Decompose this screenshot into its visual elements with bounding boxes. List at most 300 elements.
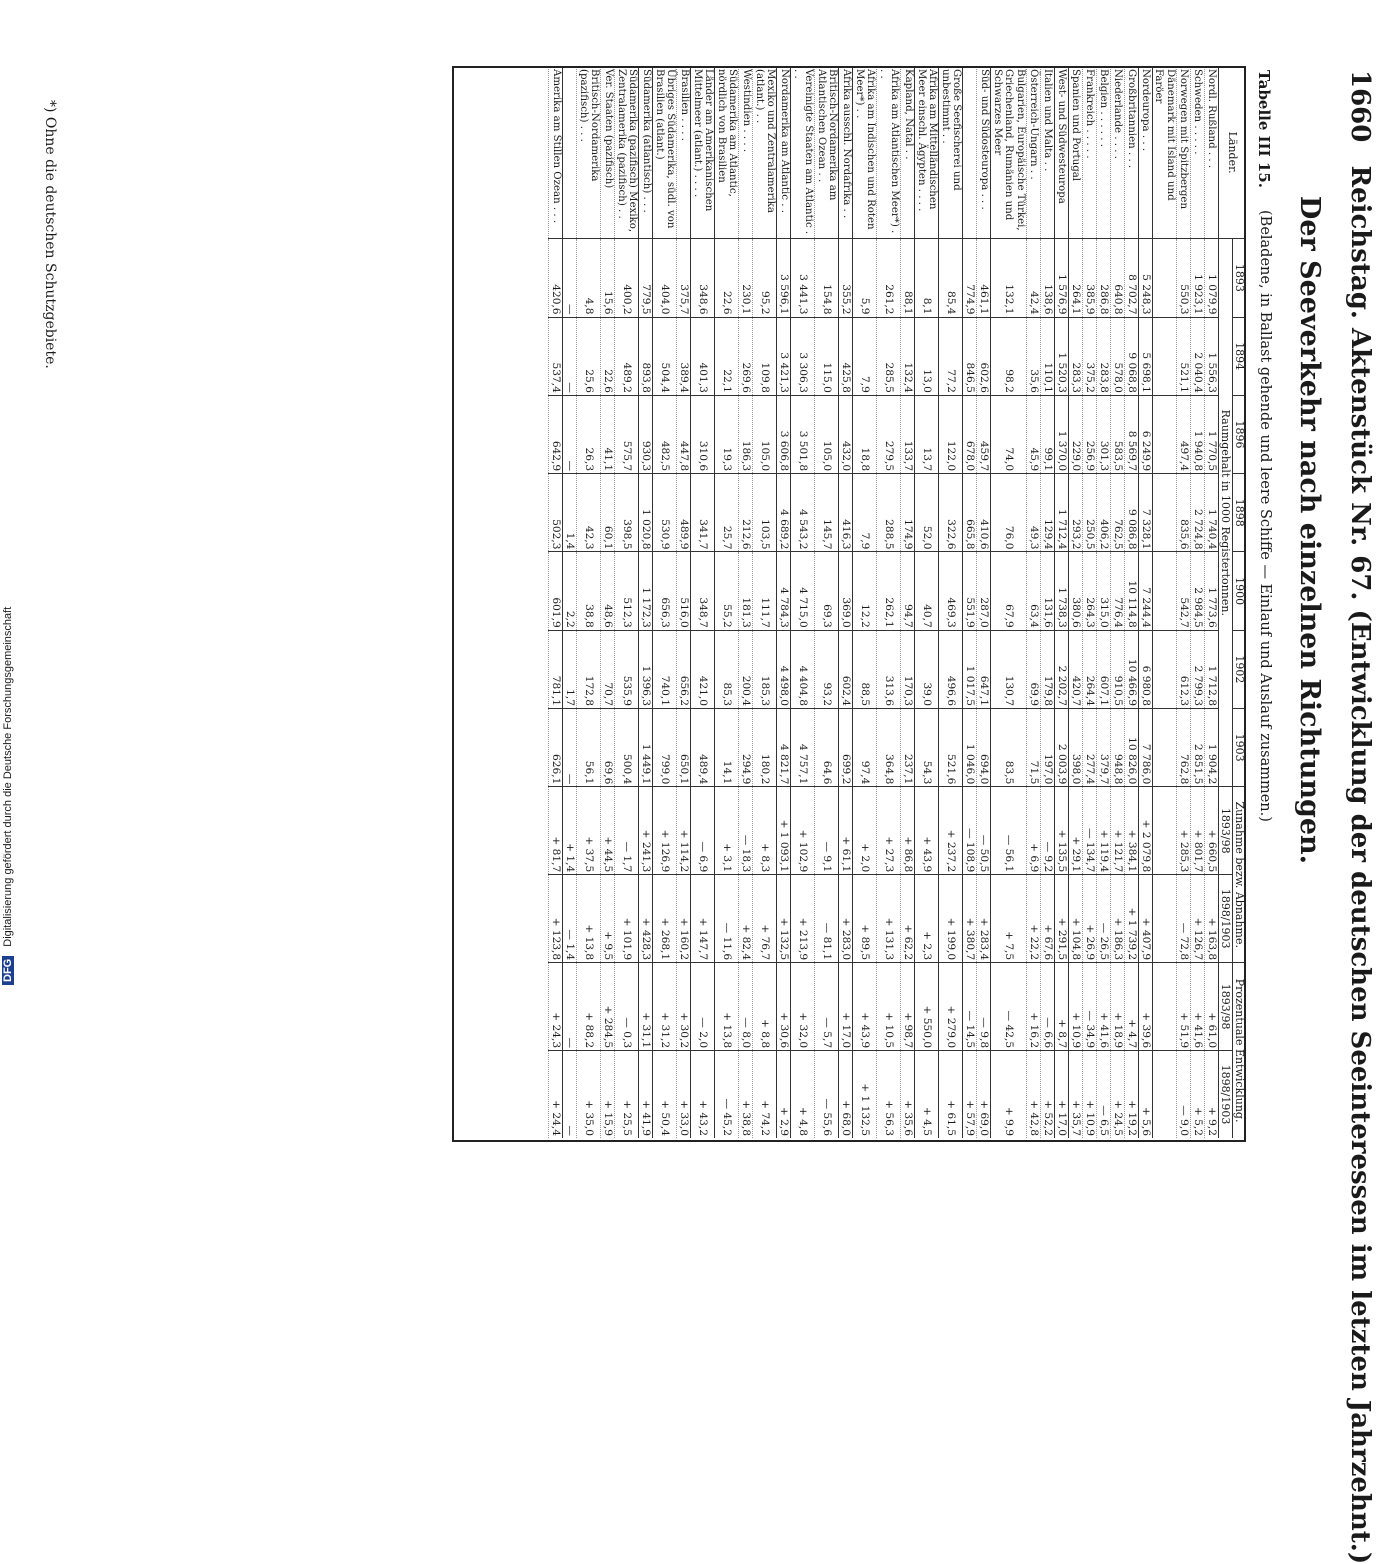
change-cell: + 119,4 [1097, 787, 1111, 875]
change-cell: + 27,3 [877, 787, 901, 875]
col-header-year: 1900 [1233, 552, 1247, 630]
pct-cell: + 41,9 [639, 1051, 653, 1138]
value-cell: 656,3 [653, 552, 677, 630]
change-cell: + 89,5 [853, 875, 877, 963]
value-cell: 406,2 [1097, 474, 1111, 552]
change-cell: + 163,8 [1205, 875, 1219, 963]
value-cell: 103,5 [753, 474, 777, 552]
pct-cell: + 33,0 [677, 1051, 691, 1138]
value-cell: 489,9 [677, 474, 691, 552]
change-cell: + 102,9 [791, 787, 815, 875]
change-cell: + 13,8 [577, 875, 601, 963]
country-cell: Spanien und Portugal [1069, 67, 1083, 239]
country-cell: Britisch-Nordamerika am Atlantischen Ozean . . [815, 67, 839, 239]
country-cell: Süd- und Südosteuropa . . . [977, 67, 991, 239]
country-cell: Nordeuropa . . . [1139, 67, 1153, 239]
value-cell: 115,0 [815, 317, 839, 395]
value-cell: 111,7 [753, 552, 777, 630]
value-cell: 578,0 [1111, 317, 1125, 395]
value-cell: 521,6 [939, 709, 963, 787]
change-cell: + 104,8 [1069, 875, 1083, 963]
value-cell: 1 576,9 [1055, 239, 1069, 317]
unit-header: Raumgehalt in 1000 Registertonnen. [1219, 239, 1233, 787]
change-cell: + 114,2 [677, 787, 691, 875]
pct-cell: — 6,6 [1041, 963, 1055, 1051]
value-cell: 35,6 [1027, 317, 1041, 395]
value-cell: 364,8 [877, 709, 901, 787]
value-cell: 846,5 [963, 317, 977, 395]
value-cell [1153, 709, 1177, 787]
value-cell: 3 421,3 [777, 317, 791, 395]
value-cell: 497,4 [1177, 395, 1191, 473]
value-cell: 799,0 [653, 709, 677, 787]
pct-cell: — 6,5 [1097, 1051, 1111, 1138]
dfg-credit [2, 607, 14, 985]
value-cell: 9 086,8 [1125, 474, 1139, 552]
value-cell: 25,6 [577, 317, 601, 395]
value-cell: 279,5 [877, 395, 901, 473]
pct-cell: + 30,2 [677, 963, 691, 1051]
pct-cell: + 18,9 [1111, 963, 1125, 1051]
value-cell: 2 202,7 [1055, 630, 1069, 708]
value-cell: 60,1 [601, 474, 615, 552]
pct-cell: — 42,5 [991, 963, 1027, 1051]
pct-cell: + 4,5 [915, 1051, 939, 1138]
value-cell: 550,3 [1177, 239, 1191, 317]
value-cell: 45,9 [1027, 395, 1041, 473]
pct-cell: — 0,3 [615, 963, 639, 1051]
value-cell: 1 449,1 [639, 709, 653, 787]
value-cell: 7,9 [853, 474, 877, 552]
page-title: Der Seeverkehr nach einzelnen Richtungen. [1294, 195, 1325, 865]
country-cell: Großbritannien . . . [1125, 67, 1139, 239]
change-cell: + 44,5 [601, 787, 615, 875]
pct-cell: + 69,0 [977, 1051, 991, 1138]
value-cell: 1 940,8 [1191, 395, 1205, 473]
change-cell: + 81,7 [549, 787, 563, 875]
value-cell: 398,0 [1069, 709, 1083, 787]
value-cell: — [563, 239, 577, 317]
change-cell: + 82,4 [739, 875, 753, 963]
value-cell: 229,0 [1069, 395, 1083, 473]
table-row [1055, 67, 1069, 1139]
value-cell: 64,6 [815, 709, 839, 787]
value-cell: 3 596,1 [777, 239, 791, 317]
value-cell: 97,4 [853, 709, 877, 787]
value-cell: 459,7 [977, 395, 991, 473]
change-cell: + 8,3 [753, 787, 777, 875]
value-cell: 379,7 [1097, 709, 1111, 787]
pct-cell: — 5,7 [815, 963, 839, 1051]
value-cell: 256,9 [1083, 395, 1097, 473]
value-cell: 400,2 [615, 239, 639, 317]
country-cell: Nordl. Rußland . . . [1205, 67, 1219, 239]
value-cell: 1 712,4 [1055, 474, 1069, 552]
value-cell: 1 904,2 [1205, 709, 1219, 787]
value-cell: 261,2 [877, 239, 901, 317]
pct-cell: + 42,8 [1027, 1051, 1041, 1138]
table-row [939, 67, 963, 1139]
table-row [991, 67, 1027, 1139]
value-cell: 88,5 [853, 630, 877, 708]
value-cell: 602,6 [977, 317, 991, 395]
value-cell: 129,4 [1041, 474, 1055, 552]
value-cell: 2 003,9 [1055, 709, 1069, 787]
value-cell: 132,4 [901, 317, 915, 395]
value-cell: 1,7 [563, 630, 577, 708]
table-row [1139, 67, 1153, 1139]
value-cell: 355,2 [839, 239, 853, 317]
table-row [853, 67, 877, 1139]
value-cell: 40,7 [915, 552, 939, 630]
value-cell: 7 786,0 [1139, 709, 1153, 787]
value-cell: 1 773,6 [1205, 552, 1219, 630]
table-row [1205, 67, 1219, 1139]
value-cell: 500,4 [615, 709, 639, 787]
col-header-change-sub: 1898/1903 [1219, 875, 1233, 963]
country-cell: Südamerika (atlantisch) . . . [639, 67, 653, 239]
value-cell: 6 980,8 [1139, 630, 1153, 708]
value-cell: 38,8 [577, 552, 601, 630]
pct-cell: + 32,0 [791, 963, 815, 1051]
value-cell: 85,3 [715, 630, 739, 708]
value-cell: 180,2 [753, 709, 777, 787]
value-cell: 109,8 [753, 317, 777, 395]
change-cell: — 50,5 [977, 787, 991, 875]
value-cell: 4 757,1 [791, 709, 815, 787]
table-row [1027, 67, 1041, 1139]
country-cell: Afrika am Mittelländischen Meer einschl. Ägypten . . . . [915, 67, 939, 239]
value-cell: 601,9 [549, 552, 563, 630]
value-cell: 10 114,8 [1125, 552, 1139, 630]
pct-cell: + 98,7 [901, 963, 915, 1051]
value-cell: 3 501,8 [791, 395, 815, 473]
value-cell: 1,4 [563, 474, 577, 552]
value-cell: 496,6 [939, 630, 963, 708]
change-cell: + 237,2 [939, 787, 963, 875]
value-cell [1153, 317, 1177, 395]
value-cell: 341,7 [691, 474, 715, 552]
value-cell: 416,3 [839, 474, 853, 552]
pct-cell: + 2,9 [777, 1051, 791, 1138]
value-cell: 375,7 [677, 239, 691, 317]
value-cell: 49,3 [1027, 474, 1041, 552]
pct-cell: + 1 132,5 [853, 1051, 877, 1138]
country-cell: Afrika am Indischen und Roten Meer*) . . [853, 67, 877, 239]
col-header-change: Zunahme bezw. Abnahme. [1233, 787, 1247, 963]
change-cell: + 121,7 [1111, 787, 1125, 875]
table-row [653, 67, 677, 1139]
value-cell: 10 466,9 [1125, 630, 1139, 708]
change-cell: + 101,9 [615, 875, 639, 963]
value-cell: 322,6 [939, 474, 963, 552]
value-cell: 25,7 [715, 474, 739, 552]
country-cell: Übriges Südamerika, südl. von Brasilien (atlant.) [653, 67, 677, 239]
value-cell: 502,3 [549, 474, 563, 552]
pct-cell: + 9,9 [991, 1051, 1027, 1138]
value-cell: 699,2 [839, 709, 853, 787]
value-cell: 55,2 [715, 552, 739, 630]
country-cell: Westindien . . . . [739, 67, 753, 239]
change-cell: — 9,2 [1041, 787, 1055, 875]
value-cell: 288,5 [877, 474, 901, 552]
value-cell: 647,1 [977, 630, 991, 708]
change-cell: + 2,3 [915, 875, 939, 963]
value-cell: 15,6 [601, 239, 615, 317]
change-cell: — 81,1 [815, 875, 839, 963]
country-cell: Österreich-Ungarn . . [1027, 67, 1041, 239]
value-cell: 269,6 [739, 317, 753, 395]
value-cell: 10 826,0 [1125, 709, 1139, 787]
country-cell: Große Seefischerei und unbestimmt . . [939, 67, 963, 239]
change-cell: + 62,2 [901, 875, 915, 963]
table-row [977, 67, 991, 1139]
pct-cell: + 41,6 [1191, 963, 1205, 1051]
value-cell [1153, 395, 1177, 473]
table-body [549, 67, 1219, 1139]
value-cell: 583,5 [1111, 395, 1125, 473]
value-cell: 264,4 [1083, 630, 1097, 708]
value-cell: 2,2 [563, 552, 577, 630]
value-cell: 930,3 [639, 395, 653, 473]
pct-cell: + 30,6 [777, 963, 791, 1051]
country-cell: Niederlande . . . . [1111, 67, 1125, 239]
table-row [639, 67, 653, 1139]
change-cell: + 160,2 [677, 875, 691, 963]
value-cell: 489,4 [691, 709, 715, 787]
change-cell: + 1,4 [563, 787, 577, 875]
pct-cell: + 8,8 [753, 963, 777, 1051]
value-cell: 2 851,5 [1191, 709, 1205, 787]
value-cell: 4 821,7 [777, 709, 791, 787]
value-cell: 172,8 [577, 630, 601, 708]
value-cell: 85,4 [939, 239, 963, 317]
pct-cell: + 57,9 [963, 1051, 977, 1138]
country-cell: Italien und Malta . . [1041, 67, 1055, 239]
value-cell: 348,7 [691, 552, 715, 630]
country-cell: Ver. Staaten (pazifisch) [601, 67, 615, 239]
table-row [563, 67, 577, 1139]
value-cell: 212,6 [739, 474, 753, 552]
table-row [1111, 67, 1125, 1139]
change-cell: + 241,3 [639, 787, 653, 875]
value-cell: 8 702,7 [1125, 239, 1139, 317]
change-cell: — 18,3 [739, 787, 753, 875]
value-cell: 132,1 [991, 239, 1027, 317]
value-cell: 535,9 [615, 630, 639, 708]
pct-cell: + 35,7 [1069, 1051, 1083, 1138]
value-cell: 122,0 [939, 395, 963, 473]
value-cell [1153, 474, 1177, 552]
value-cell: 1 172,3 [639, 552, 653, 630]
pct-cell: + 61,5 [939, 1051, 963, 1138]
pct-cell: + 9,2 [1205, 1051, 1219, 1138]
change-cell: + 43,9 [915, 787, 939, 875]
country-cell: Kapland, Natal . . [901, 67, 915, 239]
country-cell: Schweden . . . . . [1191, 67, 1205, 239]
value-cell: 425,8 [839, 317, 853, 395]
value-cell: 607,1 [1097, 630, 1111, 708]
change-cell: + 135,5 [1055, 787, 1069, 875]
value-cell: 286,8 [1097, 239, 1111, 317]
change-cell: — 9,1 [815, 787, 839, 875]
value-cell: 401,3 [691, 317, 715, 395]
value-cell: 69,9 [1027, 630, 1041, 708]
change-cell: + 123,8 [549, 875, 563, 963]
col-header-year: 1903 [1233, 709, 1247, 787]
value-cell: 315,0 [1097, 552, 1111, 630]
value-cell: 369,0 [839, 552, 853, 630]
pct-cell: — [563, 963, 577, 1051]
value-cell: 4 404,8 [791, 630, 815, 708]
value-cell: 4 498,0 [777, 630, 791, 708]
value-cell: 4 715,0 [791, 552, 815, 630]
pct-cell: — 2,0 [691, 963, 715, 1051]
pct-cell: + 8,7 [1055, 963, 1069, 1051]
change-cell: + 380,7 [963, 875, 977, 963]
change-cell: + 132,5 [777, 875, 791, 963]
value-cell: 512,3 [615, 552, 639, 630]
value-cell: 461,1 [977, 239, 991, 317]
value-cell: 181,3 [739, 552, 753, 630]
change-cell [1153, 787, 1177, 875]
value-cell [1153, 239, 1177, 317]
value-cell: 95,2 [753, 239, 777, 317]
value-cell: 650,1 [677, 709, 691, 787]
footnote: *) Ohne die deutschen Schutzgebiete. [42, 100, 58, 369]
value-cell: 1 740,4 [1205, 474, 1219, 552]
country-cell: Südamerika am Atlantic, nördlich von Brasilien [715, 67, 739, 239]
value-cell: 154,8 [815, 239, 839, 317]
value-cell [1153, 630, 1177, 708]
change-cell: + 61,1 [839, 787, 853, 875]
value-cell: 94,7 [901, 552, 915, 630]
value-cell: 2 724,8 [1191, 474, 1205, 552]
value-cell: — [563, 317, 577, 395]
table-row [901, 67, 915, 1139]
value-cell: 1 046,0 [963, 709, 977, 787]
value-cell: 5 698,1 [1139, 317, 1153, 395]
value-cell: 4 784,3 [777, 552, 791, 630]
pct-cell: + 10,9 [1083, 1051, 1097, 1138]
pct-cell: + 51,9 [1177, 963, 1191, 1051]
country-cell: Norwegen mit Spitzbergen [1177, 67, 1191, 239]
country-cell: Amerika am Stillen Ozean . . . [549, 67, 563, 239]
value-cell: — [563, 709, 577, 787]
dfg-logo: DFG [2, 956, 14, 985]
value-cell: 131,6 [1041, 552, 1055, 630]
value-cell: 283,3 [1069, 317, 1083, 395]
value-cell: 262,1 [877, 552, 901, 630]
value-cell: 776,4 [1111, 552, 1125, 630]
table-row [1191, 67, 1205, 1139]
value-cell: 3 441,3 [791, 239, 815, 317]
pct-cell: + 24,5 [1111, 1051, 1125, 1138]
table-row [963, 67, 977, 1139]
value-cell: 398,5 [615, 474, 639, 552]
value-cell: 105,0 [815, 395, 839, 473]
change-cell: — 56,1 [991, 787, 1027, 875]
change-cell: — 6,9 [691, 787, 715, 875]
change-cell: + 67,6 [1041, 875, 1055, 963]
value-cell: 4 689,2 [777, 474, 791, 552]
pct-cell: + 43,2 [691, 1051, 715, 1138]
change-cell: — 134,7 [1083, 787, 1097, 875]
country-cell: Vereinigte Staaten am Atlantic . . . [791, 67, 815, 239]
country-cell [963, 67, 977, 239]
value-cell: 179,8 [1041, 630, 1055, 708]
change-cell: + 76,7 [753, 875, 777, 963]
change-cell: + 6,9 [1027, 787, 1041, 875]
value-cell: 2 040,4 [1191, 317, 1205, 395]
table-row [777, 67, 791, 1139]
value-cell: 779,5 [639, 239, 653, 317]
country-cell: Afrika ausschl. Nordafrika . . [839, 67, 853, 239]
value-cell: 948,8 [1111, 709, 1125, 787]
value-cell: 762,8 [1177, 709, 1191, 787]
change-cell: + 2 079,8 [1139, 787, 1153, 875]
value-cell: 70,7 [601, 630, 615, 708]
value-cell: 521,1 [1177, 317, 1191, 395]
value-cell: 22,6 [601, 317, 615, 395]
change-cell: + 37,5 [577, 787, 601, 875]
value-cell: 1 556,3 [1205, 317, 1219, 395]
pct-cell: + 35,0 [577, 1051, 601, 1138]
value-cell: 1 370,0 [1055, 395, 1069, 473]
value-cell: 612,3 [1177, 630, 1191, 708]
value-cell: 910,5 [1111, 630, 1125, 708]
pct-cell: + 52,2 [1041, 1051, 1055, 1138]
col-header-year: 1896 [1233, 395, 1247, 473]
value-cell: 264,3 [1083, 552, 1097, 630]
pct-cell: + 39,6 [1139, 963, 1153, 1051]
change-cell: — 72,8 [1177, 875, 1191, 963]
value-cell: 200,4 [739, 630, 753, 708]
col-header-year: 1894 [1233, 317, 1247, 395]
value-cell: 8,1 [915, 239, 939, 317]
value-cell: 348,6 [691, 239, 715, 317]
value-cell: 1 923,1 [1191, 239, 1205, 317]
table-row [753, 67, 777, 1139]
value-cell: 13,0 [915, 317, 939, 395]
table-row [791, 67, 815, 1139]
pct-cell: + 19,2 [1125, 1051, 1139, 1138]
col-header-year: 1893 [1233, 239, 1247, 317]
value-cell: 88,1 [901, 239, 915, 317]
value-cell: 7,9 [853, 317, 877, 395]
value-cell: 1 017,5 [963, 630, 977, 708]
table-label: Tabelle III 15. [1255, 70, 1273, 189]
change-cell: — 1,4 [563, 875, 577, 963]
value-cell: 294,9 [739, 709, 753, 787]
pct-cell: + 284,5 [601, 963, 615, 1051]
value-cell: 18,8 [853, 395, 877, 473]
value-cell: 385,9 [1083, 239, 1097, 317]
value-cell: 504,4 [653, 317, 677, 395]
value-cell: 313,6 [877, 630, 901, 708]
pct-cell [1153, 963, 1177, 1051]
value-cell: 8 569,7 [1125, 395, 1139, 473]
country-cell: West- und Südwesteuropa [1055, 67, 1069, 239]
pct-cell: + 31,2 [653, 963, 677, 1051]
value-cell: 740,1 [653, 630, 677, 708]
value-cell: 110,1 [1041, 317, 1055, 395]
change-cell: + 126,7 [1191, 875, 1205, 963]
change-cell: + 801,7 [1191, 787, 1205, 875]
pct-cell: + 279,0 [939, 963, 963, 1051]
value-cell: 432,0 [839, 395, 853, 473]
change-cell: + 428,3 [639, 875, 653, 963]
